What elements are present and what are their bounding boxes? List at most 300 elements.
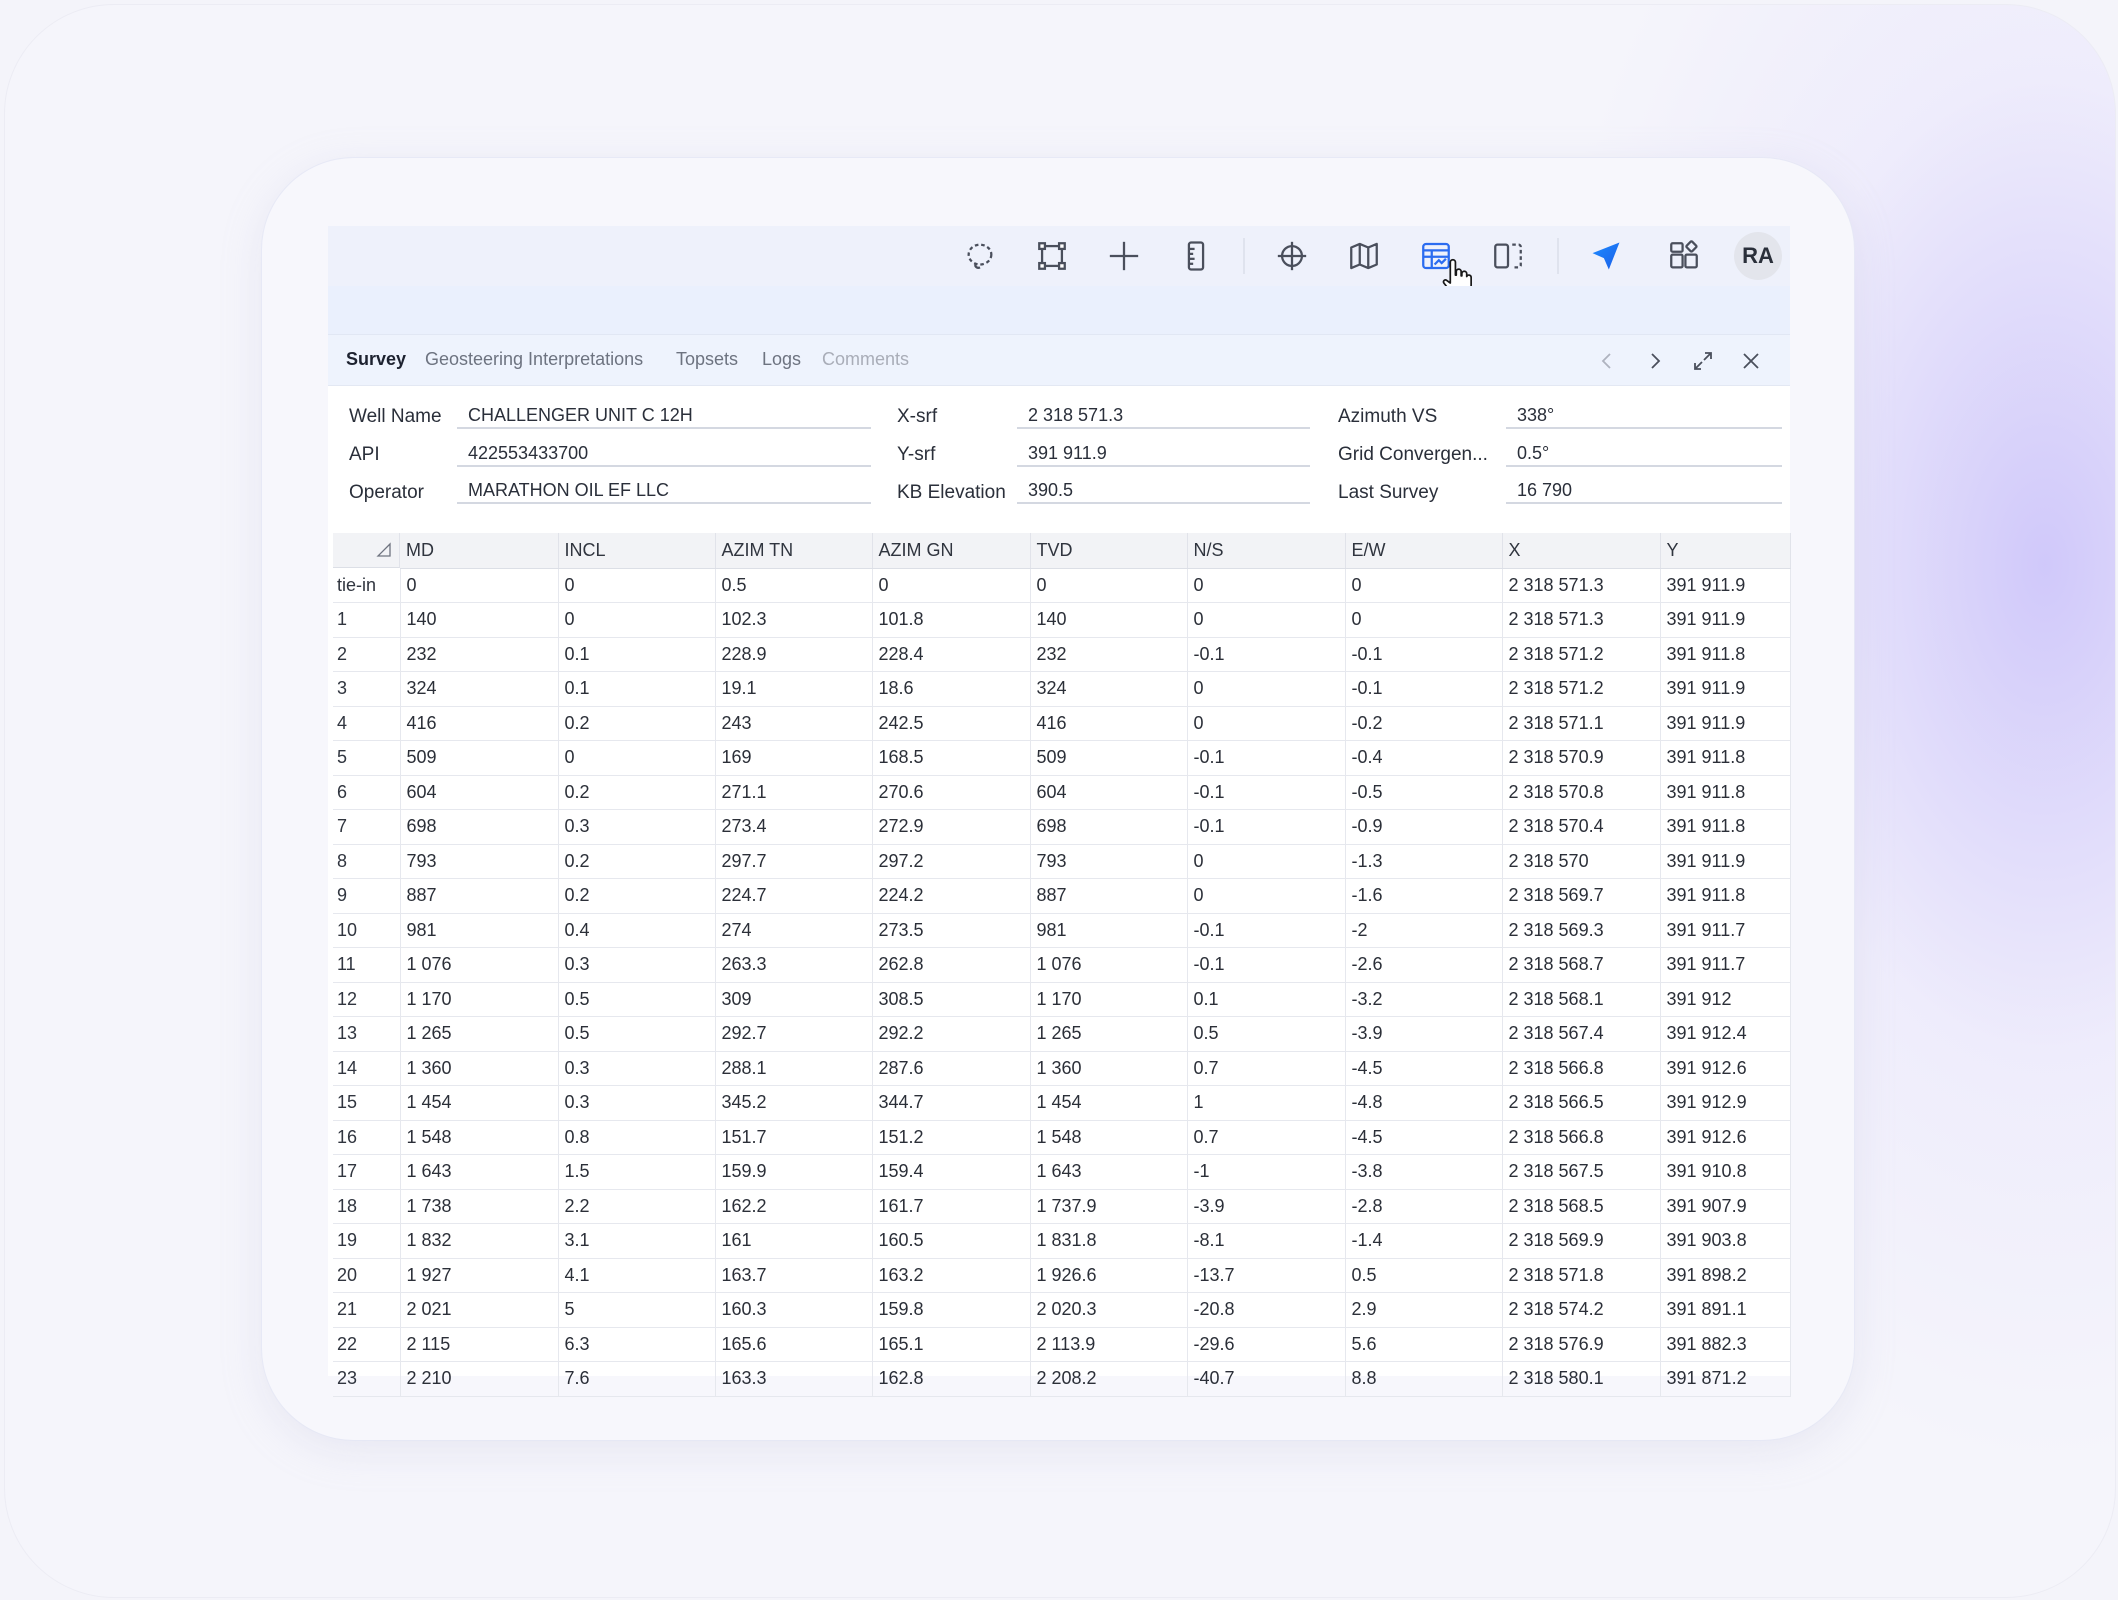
column-header-azim-tn[interactable]: AZIM TN xyxy=(715,533,872,568)
app-window xyxy=(328,226,1790,1389)
lasso-select-icon[interactable] xyxy=(958,234,1002,278)
column-header-y[interactable]: Y xyxy=(1660,533,1790,568)
cell-x[interactable]: 2 318 569.9 xyxy=(1502,1224,1660,1259)
cell-y[interactable]: 391 912.4 xyxy=(1660,1017,1790,1052)
cell-tvd[interactable]: 1 831.8 xyxy=(1030,1224,1187,1259)
cell-ns[interactable]: -0.1 xyxy=(1187,948,1345,983)
cell-row-index: 8 xyxy=(333,844,400,879)
cell-tvd[interactable]: 1 265 xyxy=(1030,1017,1187,1052)
cell-row-index: 16 xyxy=(333,1120,400,1155)
cell-x[interactable]: 2 318 568.1 xyxy=(1502,982,1660,1017)
cell-md[interactable]: 1 265 xyxy=(400,1017,558,1052)
cell-tvd[interactable]: 1 643 xyxy=(1030,1155,1187,1190)
cell-x[interactable]: 2 318 571.8 xyxy=(1502,1258,1660,1293)
cell-tvd[interactable]: 2 020.3 xyxy=(1030,1293,1187,1328)
cell-md[interactable]: 509 xyxy=(400,741,558,776)
cell-incl[interactable]: 2.2 xyxy=(558,1189,715,1224)
cell-ns[interactable]: -8.1 xyxy=(1187,1224,1345,1259)
x-srf-field[interactable]: 2 318 571.3 xyxy=(1017,403,1310,429)
cell-row-index: 23 xyxy=(333,1362,400,1397)
cell-y[interactable]: 391 910.8 xyxy=(1660,1155,1790,1190)
cell-ns[interactable]: 0 xyxy=(1187,706,1345,741)
cell-x[interactable]: 2 318 569.7 xyxy=(1502,879,1660,914)
cell-ew[interactable]: -2.6 xyxy=(1345,948,1502,983)
cell-azim-gn[interactable]: 160.5 xyxy=(872,1224,1030,1259)
cell-azim-gn[interactable]: 297.2 xyxy=(872,844,1030,879)
cell-ew[interactable]: -4.5 xyxy=(1345,1051,1502,1086)
user-avatar[interactable]: RA xyxy=(1734,232,1782,280)
cell-ns[interactable]: -0.1 xyxy=(1187,810,1345,845)
select-all-corner[interactable] xyxy=(333,533,400,568)
table-row[interactable] xyxy=(333,672,1790,707)
cell-azim-gn[interactable]: 270.6 xyxy=(872,775,1030,810)
column-header-md[interactable]: MD xyxy=(400,533,558,568)
cell-x[interactable]: 2 318 580.1 xyxy=(1502,1362,1660,1397)
cell-azim-gn[interactable]: 151.2 xyxy=(872,1120,1030,1155)
cell-y[interactable]: 391 912 xyxy=(1660,982,1790,1017)
cell-x[interactable]: 2 318 571.1 xyxy=(1502,706,1660,741)
cell-incl[interactable]: 0.5 xyxy=(558,1017,715,1052)
cell-x[interactable]: 2 318 574.2 xyxy=(1502,1293,1660,1328)
cell-y[interactable]: 391 911.8 xyxy=(1660,879,1790,914)
cell-azim-tn[interactable]: 161 xyxy=(715,1224,872,1259)
cell-md[interactable]: 887 xyxy=(400,879,558,914)
cell-row-index: 5 xyxy=(333,741,400,776)
cell-ew[interactable]: 0.5 xyxy=(1345,1258,1502,1293)
table-row[interactable] xyxy=(333,706,1790,741)
cell-azim-tn[interactable]: 274 xyxy=(715,913,872,948)
well-name-field[interactable]: CHALLENGER UNIT C 12H xyxy=(457,403,871,429)
cell-incl[interactable]: 0.2 xyxy=(558,844,715,879)
cell-ew[interactable]: -2.8 xyxy=(1345,1189,1502,1224)
cell-tvd[interactable]: 509 xyxy=(1030,741,1187,776)
cell-azim-tn[interactable]: 151.7 xyxy=(715,1120,872,1155)
table-row[interactable] xyxy=(333,1155,1790,1190)
cell-ew[interactable]: -1.3 xyxy=(1345,844,1502,879)
cell-incl[interactable]: 0 xyxy=(558,741,715,776)
cell-x[interactable]: 2 318 570.4 xyxy=(1502,810,1660,845)
cell-tvd[interactable]: 1 926.6 xyxy=(1030,1258,1187,1293)
cell-y[interactable]: 391 911.9 xyxy=(1660,844,1790,879)
last-survey-field[interactable]: 16 790 xyxy=(1506,478,1782,504)
cell-azim-tn[interactable]: 271.1 xyxy=(715,775,872,810)
cell-ns[interactable]: 0 xyxy=(1187,844,1345,879)
column-header-ns[interactable]: N/S xyxy=(1187,533,1345,568)
table-row[interactable] xyxy=(333,1017,1790,1052)
cell-ns[interactable]: -0.1 xyxy=(1187,741,1345,776)
target-icon[interactable] xyxy=(1270,234,1314,278)
cell-ew[interactable]: -3.8 xyxy=(1345,1155,1502,1190)
cell-azim-tn[interactable]: 297.7 xyxy=(715,844,872,879)
cell-x[interactable]: 2 318 571.3 xyxy=(1502,603,1660,638)
cell-x[interactable]: 2 318 571.2 xyxy=(1502,672,1660,707)
table-row[interactable] xyxy=(333,741,1790,776)
cell-azim-gn[interactable]: 168.5 xyxy=(872,741,1030,776)
cell-tvd[interactable]: 793 xyxy=(1030,844,1187,879)
cell-ns[interactable]: 1 xyxy=(1187,1086,1345,1121)
cell-ew[interactable]: -4.5 xyxy=(1345,1120,1502,1155)
cell-tvd[interactable]: 1 076 xyxy=(1030,948,1187,983)
cell-azim-tn[interactable]: 165.6 xyxy=(715,1327,872,1362)
cell-tvd[interactable]: 1 454 xyxy=(1030,1086,1187,1121)
kb-elevation-field[interactable]: 390.5 xyxy=(1017,478,1310,504)
table-row[interactable] xyxy=(333,1293,1790,1328)
widgets-icon[interactable] xyxy=(1662,234,1706,278)
table-row[interactable] xyxy=(333,603,1790,638)
cell-incl[interactable]: 6.3 xyxy=(558,1327,715,1362)
cell-azim-gn[interactable]: 224.2 xyxy=(872,879,1030,914)
cell-x[interactable]: 2 318 568.7 xyxy=(1502,948,1660,983)
table-row[interactable] xyxy=(333,1327,1790,1362)
cell-incl[interactable]: 0.1 xyxy=(558,637,715,672)
column-header-azim-gn[interactable]: AZIM GN xyxy=(872,533,1030,568)
tab-survey[interactable]: Survey xyxy=(346,349,407,369)
cell-md[interactable]: 1 360 xyxy=(400,1051,558,1086)
cell-y[interactable]: 391 871.2 xyxy=(1660,1362,1790,1397)
cell-md[interactable]: 1 927 xyxy=(400,1258,558,1293)
cell-azim-gn[interactable]: 287.6 xyxy=(872,1051,1030,1086)
table-header-row xyxy=(333,533,1790,568)
cell-azim-gn[interactable]: 0 xyxy=(872,568,1030,603)
cell-md[interactable]: 2 210 xyxy=(400,1362,558,1397)
split-panel-icon[interactable] xyxy=(1486,234,1530,278)
cell-tvd[interactable]: 416 xyxy=(1030,706,1187,741)
cell-ns[interactable]: 0 xyxy=(1187,672,1345,707)
cell-md[interactable]: 698 xyxy=(400,810,558,845)
cell-md[interactable]: 1 076 xyxy=(400,948,558,983)
cell-azim-gn[interactable]: 273.5 xyxy=(872,913,1030,948)
cell-ns[interactable]: -0.1 xyxy=(1187,637,1345,672)
cell-azim-tn[interactable]: 0.5 xyxy=(715,568,872,603)
cell-tvd[interactable]: 232 xyxy=(1030,637,1187,672)
cell-azim-tn[interactable]: 102.3 xyxy=(715,603,872,638)
cell-y[interactable]: 391 911.8 xyxy=(1660,810,1790,845)
cell-incl[interactable]: 0.3 xyxy=(558,948,715,983)
cell-md[interactable]: 140 xyxy=(400,603,558,638)
crosshair-plus-icon[interactable] xyxy=(1102,234,1146,278)
cell-tvd[interactable]: 887 xyxy=(1030,879,1187,914)
cell-y[interactable]: 391 912.9 xyxy=(1660,1086,1790,1121)
cell-incl[interactable]: 0.5 xyxy=(558,982,715,1017)
table-row[interactable] xyxy=(333,982,1790,1017)
cell-x[interactable]: 2 318 570 xyxy=(1502,844,1660,879)
table-row[interactable] xyxy=(333,1189,1790,1224)
cell-tvd[interactable]: 1 170 xyxy=(1030,982,1187,1017)
cell-incl[interactable]: 3.1 xyxy=(558,1224,715,1259)
cell-x[interactable]: 2 318 566.8 xyxy=(1502,1120,1660,1155)
cell-ew[interactable]: -4.8 xyxy=(1345,1086,1502,1121)
cell-row-index: 14 xyxy=(333,1051,400,1086)
operator-field[interactable]: MARATHON OIL EF LLC xyxy=(457,478,871,504)
cell-ns[interactable]: 0 xyxy=(1187,879,1345,914)
cell-incl[interactable]: 0.3 xyxy=(558,1086,715,1121)
cell-ns[interactable]: 0.5 xyxy=(1187,1017,1345,1052)
cell-azim-gn[interactable]: 228.4 xyxy=(872,637,1030,672)
cell-x[interactable]: 2 318 576.9 xyxy=(1502,1327,1660,1362)
cell-row-index: 1 xyxy=(333,603,400,638)
cell-ew[interactable]: -0.1 xyxy=(1345,672,1502,707)
table-row[interactable] xyxy=(333,637,1790,672)
cell-azim-tn[interactable]: 292.7 xyxy=(715,1017,872,1052)
cell-tvd[interactable]: 0 xyxy=(1030,568,1187,603)
map-area-strip xyxy=(328,286,1790,335)
cell-azim-gn[interactable]: 292.2 xyxy=(872,1017,1030,1052)
cell-ns[interactable]: 0 xyxy=(1187,603,1345,638)
table-row[interactable] xyxy=(333,1120,1790,1155)
cell-x[interactable]: 2 318 567.4 xyxy=(1502,1017,1660,1052)
cell-tvd[interactable]: 981 xyxy=(1030,913,1187,948)
cell-row-index: 17 xyxy=(333,1155,400,1190)
cell-x[interactable]: 2 318 569.3 xyxy=(1502,913,1660,948)
cell-azim-gn[interactable]: 242.5 xyxy=(872,706,1030,741)
column-header-tvd[interactable]: TVD xyxy=(1030,533,1187,568)
map-icon[interactable] xyxy=(1342,234,1386,278)
cell-md[interactable]: 604 xyxy=(400,775,558,810)
cell-tvd[interactable]: 1 737.9 xyxy=(1030,1189,1187,1224)
cell-incl[interactable]: 0.2 xyxy=(558,706,715,741)
cell-incl[interactable]: 0.1 xyxy=(558,672,715,707)
cell-ns[interactable]: 0.7 xyxy=(1187,1120,1345,1155)
cell-y[interactable]: 391 898.2 xyxy=(1660,1258,1790,1293)
survey-table xyxy=(333,533,1790,1389)
cell-azim-gn[interactable]: 262.8 xyxy=(872,948,1030,983)
cell-tvd[interactable]: 1 360 xyxy=(1030,1051,1187,1086)
cell-md[interactable]: 1 454 xyxy=(400,1086,558,1121)
cell-ew[interactable]: 5.6 xyxy=(1345,1327,1502,1362)
cell-x[interactable]: 2 318 566.5 xyxy=(1502,1086,1660,1121)
cell-row-index: 19 xyxy=(333,1224,400,1259)
cell-ns[interactable]: 0.7 xyxy=(1187,1051,1345,1086)
cell-y[interactable]: 391 911.8 xyxy=(1660,637,1790,672)
cell-incl[interactable]: 7.6 xyxy=(558,1362,715,1397)
chevron-left-icon[interactable] xyxy=(1593,347,1621,375)
table-row[interactable] xyxy=(333,1086,1790,1121)
cell-row-index: 7 xyxy=(333,810,400,845)
cell-ns[interactable]: -3.9 xyxy=(1187,1189,1345,1224)
cell-incl[interactable]: 4.1 xyxy=(558,1258,715,1293)
cell-ns[interactable]: 0.1 xyxy=(1187,982,1345,1017)
table-row[interactable] xyxy=(333,1258,1790,1293)
cell-ew[interactable]: -0.9 xyxy=(1345,810,1502,845)
cell-ns[interactable]: -29.6 xyxy=(1187,1327,1345,1362)
cell-tvd[interactable]: 140 xyxy=(1030,603,1187,638)
cell-azim-gn[interactable]: 101.8 xyxy=(872,603,1030,638)
cell-incl[interactable]: 0.2 xyxy=(558,879,715,914)
cell-md[interactable]: 793 xyxy=(400,844,558,879)
cell-tvd[interactable]: 1 548 xyxy=(1030,1120,1187,1155)
cell-md[interactable]: 1 832 xyxy=(400,1224,558,1259)
cell-tvd[interactable]: 604 xyxy=(1030,775,1187,810)
table-row[interactable] xyxy=(333,948,1790,983)
cell-azim-gn[interactable]: 344.7 xyxy=(872,1086,1030,1121)
column-header-x[interactable]: X xyxy=(1502,533,1660,568)
cell-y[interactable]: 391 882.3 xyxy=(1660,1327,1790,1362)
table-row[interactable] xyxy=(333,1051,1790,1086)
cell-y[interactable]: 391 891.1 xyxy=(1660,1293,1790,1328)
cell-md[interactable]: 2 115 xyxy=(400,1327,558,1362)
cell-azim-gn[interactable]: 161.7 xyxy=(872,1189,1030,1224)
cell-ns[interactable]: 0 xyxy=(1187,568,1345,603)
corner-triangle-icon xyxy=(377,543,391,557)
cell-azim-gn[interactable]: 159.4 xyxy=(872,1155,1030,1190)
cell-md[interactable]: 2 021 xyxy=(400,1293,558,1328)
cell-incl[interactable]: 5 xyxy=(558,1293,715,1328)
cell-y[interactable]: 391 911.9 xyxy=(1660,706,1790,741)
last-survey-label: Last Survey xyxy=(1338,482,1439,503)
cell-incl[interactable]: 0.3 xyxy=(558,1051,715,1086)
chevron-right-icon[interactable] xyxy=(1641,347,1669,375)
table-row[interactable] xyxy=(333,844,1790,879)
cell-ns[interactable]: -1 xyxy=(1187,1155,1345,1190)
cell-tvd[interactable]: 324 xyxy=(1030,672,1187,707)
cell-y[interactable]: 391 911.9 xyxy=(1660,603,1790,638)
cell-azim-gn[interactable]: 308.5 xyxy=(872,982,1030,1017)
cell-x[interactable]: 2 318 567.5 xyxy=(1502,1155,1660,1190)
cell-incl[interactable]: 0.4 xyxy=(558,913,715,948)
toolbar-divider xyxy=(1243,238,1245,274)
expand-icon[interactable] xyxy=(1689,347,1717,375)
y-srf-field[interactable]: 391 911.9 xyxy=(1017,441,1310,467)
table-row[interactable] xyxy=(333,913,1790,948)
cell-azim-tn[interactable]: 228.9 xyxy=(715,637,872,672)
cell-md[interactable]: 981 xyxy=(400,913,558,948)
cell-md[interactable]: 1 548 xyxy=(400,1120,558,1155)
cell-azim-tn[interactable]: 163.3 xyxy=(715,1362,872,1397)
cell-azim-tn[interactable]: 273.4 xyxy=(715,810,872,845)
cell-md[interactable]: 1 170 xyxy=(400,982,558,1017)
cell-incl[interactable]: 0 xyxy=(558,568,715,603)
cell-y[interactable]: 391 911.7 xyxy=(1660,948,1790,983)
grid-convergence-field[interactable]: 0.5° xyxy=(1506,441,1782,467)
cell-azim-tn[interactable]: 288.1 xyxy=(715,1051,872,1086)
cell-x[interactable]: 2 318 570.9 xyxy=(1502,741,1660,776)
cell-ew[interactable]: -0.2 xyxy=(1345,706,1502,741)
cell-ew[interactable]: 8.8 xyxy=(1345,1362,1502,1397)
cell-y[interactable]: 391 911.7 xyxy=(1660,913,1790,948)
cell-md[interactable]: 1 643 xyxy=(400,1155,558,1190)
navigation-arrow-icon[interactable] xyxy=(1584,234,1628,278)
cell-x[interactable]: 2 318 570.8 xyxy=(1502,775,1660,810)
table-row[interactable] xyxy=(333,879,1790,914)
cell-azim-tn[interactable]: 159.9 xyxy=(715,1155,872,1190)
kb-elevation-label: KB Elevation xyxy=(897,482,1006,503)
cell-ew[interactable]: -1.6 xyxy=(1345,879,1502,914)
grid-convergence-label: Grid Convergen... xyxy=(1338,444,1488,465)
cell-azim-gn[interactable]: 165.1 xyxy=(872,1327,1030,1362)
tab-geosteering-interpretations[interactable]: Geosteering Interpretations xyxy=(425,349,644,369)
cell-ns[interactable]: -13.7 xyxy=(1187,1258,1345,1293)
cell-ew[interactable]: -0.4 xyxy=(1345,741,1502,776)
cell-md[interactable]: 0 xyxy=(400,568,558,603)
cell-ew[interactable]: -0.5 xyxy=(1345,775,1502,810)
cell-tvd[interactable]: 2 113.9 xyxy=(1030,1327,1187,1362)
cell-azim-tn[interactable]: 263.3 xyxy=(715,948,872,983)
cell-azim-gn[interactable]: 159.8 xyxy=(872,1293,1030,1328)
cell-x[interactable]: 2 318 566.8 xyxy=(1502,1051,1660,1086)
column-header-incl[interactable]: INCL xyxy=(558,533,715,568)
table-row[interactable] xyxy=(333,1224,1790,1259)
ruler-icon[interactable] xyxy=(1174,234,1218,278)
cell-azim-tn[interactable]: 309 xyxy=(715,982,872,1017)
rect-select-icon[interactable] xyxy=(1030,234,1074,278)
cell-y[interactable]: 391 911.8 xyxy=(1660,775,1790,810)
cell-md[interactable]: 416 xyxy=(400,706,558,741)
table-row[interactable] xyxy=(333,810,1790,845)
cell-azim-gn[interactable]: 162.8 xyxy=(872,1362,1030,1397)
column-header-ew[interactable]: E/W xyxy=(1345,533,1502,568)
cell-incl[interactable]: 0.3 xyxy=(558,810,715,845)
cell-ns[interactable]: -20.8 xyxy=(1187,1293,1345,1328)
table-row[interactable] xyxy=(333,568,1790,603)
cell-azim-gn[interactable]: 18.6 xyxy=(872,672,1030,707)
cell-row-index: 4 xyxy=(333,706,400,741)
tab-logs[interactable]: Logs xyxy=(762,349,802,369)
cell-ew[interactable]: 2.9 xyxy=(1345,1293,1502,1328)
cell-ew[interactable]: -1.4 xyxy=(1345,1224,1502,1259)
cell-md[interactable]: 324 xyxy=(400,672,558,707)
cell-azim-tn[interactable]: 224.7 xyxy=(715,879,872,914)
cell-ew[interactable]: -0.1 xyxy=(1345,637,1502,672)
cell-y[interactable]: 391 912.6 xyxy=(1660,1051,1790,1086)
cell-ew[interactable]: 0 xyxy=(1345,568,1502,603)
cell-y[interactable]: 391 912.6 xyxy=(1660,1120,1790,1155)
cell-row-index: 13 xyxy=(333,1017,400,1052)
cell-incl[interactable]: 0.2 xyxy=(558,775,715,810)
cell-azim-tn[interactable]: 160.3 xyxy=(715,1293,872,1328)
cell-tvd[interactable]: 2 208.2 xyxy=(1030,1362,1187,1397)
tab-comments: Comments xyxy=(822,349,910,369)
cell-ew[interactable]: 0 xyxy=(1345,603,1502,638)
cell-ns[interactable]: -40.7 xyxy=(1187,1362,1345,1397)
cell-ns[interactable]: -0.1 xyxy=(1187,913,1345,948)
tab-topsets[interactable]: Topsets xyxy=(676,349,739,369)
cell-y[interactable]: 391 907.9 xyxy=(1660,1189,1790,1224)
cell-ew[interactable]: -3.9 xyxy=(1345,1017,1502,1052)
cell-y[interactable]: 391 911.9 xyxy=(1660,568,1790,603)
cell-row-index: 15 xyxy=(333,1086,400,1121)
cell-azim-tn[interactable]: 243 xyxy=(715,706,872,741)
cell-md[interactable]: 1 738 xyxy=(400,1189,558,1224)
well-name-label: Well Name xyxy=(349,406,442,427)
cell-azim-tn[interactable]: 163.7 xyxy=(715,1258,872,1293)
cell-ns[interactable]: -0.1 xyxy=(1187,775,1345,810)
cell-x[interactable]: 2 318 568.5 xyxy=(1502,1189,1660,1224)
cell-incl[interactable]: 0.8 xyxy=(558,1120,715,1155)
table-row[interactable] xyxy=(333,775,1790,810)
cell-azim-gn[interactable]: 163.2 xyxy=(872,1258,1030,1293)
cell-azim-gn[interactable]: 272.9 xyxy=(872,810,1030,845)
cell-y[interactable]: 391 911.9 xyxy=(1660,672,1790,707)
cell-tvd[interactable]: 698 xyxy=(1030,810,1187,845)
cell-azim-tn[interactable]: 19.1 xyxy=(715,672,872,707)
close-icon[interactable] xyxy=(1737,347,1765,375)
cell-y[interactable]: 391 911.8 xyxy=(1660,741,1790,776)
cell-x[interactable]: 2 318 571.2 xyxy=(1502,637,1660,672)
api-field[interactable]: 422553433700 xyxy=(457,441,871,467)
cell-azim-tn[interactable]: 162.2 xyxy=(715,1189,872,1224)
cell-ew[interactable]: -3.2 xyxy=(1345,982,1502,1017)
cell-incl[interactable]: 0 xyxy=(558,603,715,638)
cell-incl[interactable]: 1.5 xyxy=(558,1155,715,1190)
table-row[interactable] xyxy=(333,1362,1790,1397)
cell-md[interactable]: 232 xyxy=(400,637,558,672)
cell-azim-tn[interactable]: 345.2 xyxy=(715,1086,872,1121)
cell-x[interactable]: 2 318 571.3 xyxy=(1502,568,1660,603)
cell-y[interactable]: 391 903.8 xyxy=(1660,1224,1790,1259)
cell-ew[interactable]: -2 xyxy=(1345,913,1502,948)
azimuth-vs-field[interactable]: 338° xyxy=(1506,403,1782,429)
cell-azim-tn[interactable]: 169 xyxy=(715,741,872,776)
